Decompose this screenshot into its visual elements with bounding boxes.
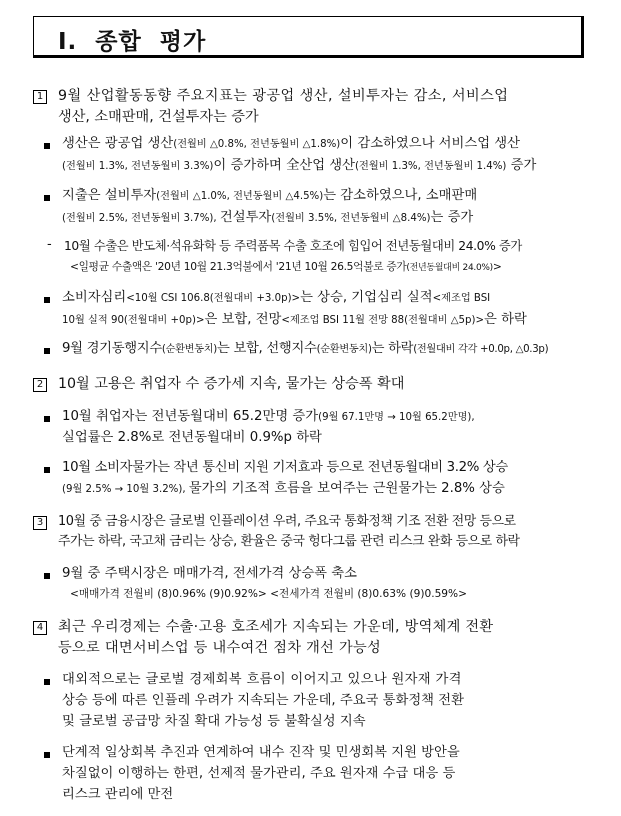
text-run: 는 하락	[371, 341, 414, 356]
section-3-heading-line-2: 주가는 하락, 국고채 금리는 상승, 환율은 중국 헝다그룹 관련 리스크 완화 등으로 하락	[58, 534, 520, 549]
bullet-square	[44, 348, 50, 354]
bullet-square	[44, 297, 50, 303]
text-run-small: (순환변동치)	[316, 344, 372, 355]
text-run-small: (전월비 △1.0%, 전년동월비 △4.5%)	[156, 191, 324, 202]
text-run-small: (전년동월대비 24.0%)	[406, 263, 493, 273]
text-run-small: (전월비 2.5%, 전년동월비 3.7%),	[62, 213, 220, 224]
section-1-bullet-1-line-1	[62, 135, 520, 154]
section-4-bullet-1-line-2: 상승 등에 따른 인플레 우려가 지속되는 가운데, 주요국 통화정책 전환	[62, 693, 464, 708]
bullet-square	[44, 752, 50, 758]
section-1-bullet-2-line-1	[62, 187, 477, 206]
text-run-small: (전월비 △0.8%, 전년동월비 △1.8%)	[173, 139, 341, 150]
section-2-bullet-2-line-1: 10월 소비자물가는 작년 통신비 지원 기저효과 등으로 전년동월대비 3.2% 상승	[62, 460, 508, 475]
section-number-2: 2	[33, 378, 47, 392]
text-run: 이 증가하며 全산업 생산	[213, 158, 355, 173]
section-2-bullet-1-line-1	[62, 408, 475, 427]
text-run: 이 감소하였으나 서비스업 생산	[340, 136, 520, 151]
section-2-bullet-1-line-2: 실업률은 2.8%로 전년동월대비 0.9%p 하락	[62, 430, 322, 445]
section-4-heading-line-2: 등으로 대면서비스업 등 내수여건 점차 개선 가능성	[58, 640, 381, 656]
text-run: 는 감소하였으나, 소매판매	[323, 188, 478, 203]
title-box	[33, 16, 584, 58]
section-number-1: 1	[33, 90, 47, 104]
section-number-3: 3	[33, 516, 47, 530]
text-run: 는 증가	[430, 210, 474, 225]
section-4-bullet-2-line-2: 차질없이 이행하는 한편, 선제적 물가관리, 주요 원자재 수급 대응 등	[62, 766, 456, 781]
bullet-square	[44, 143, 50, 149]
sub-note-line-2	[70, 258, 502, 277]
section-1-heading-line-2: 생산, 소매판매, 건설투자는 증가	[58, 109, 259, 125]
bullet-square	[44, 467, 50, 473]
text-run: <일평균 수출액은 '20년 10월 21.3억불에서 '21년 10월 26.5억불로 증가	[70, 260, 407, 273]
bullet-square	[44, 416, 50, 422]
section-1-bullet-3-line-1	[62, 289, 490, 308]
text-run-small: (전월대비 각각 +0.0p, △0.3p)	[413, 344, 549, 355]
text-run: 9월 경기동행지수	[62, 341, 162, 356]
text-run: 건설투자	[219, 210, 272, 225]
section-3-heading-line-1: 10월 중 금융시장은 글로벌 인플레이션 우려, 주요국 통화정책 기조 전환 전망 등으로	[58, 514, 516, 529]
text-run-small: 10월 실적 90(전월대비 +0p)>	[62, 315, 205, 326]
text-run-small: (전월비 3.5%, 전년동월비 △8.4%)	[271, 213, 431, 224]
text-run: 생산은 광공업 생산	[62, 136, 174, 151]
page-title: Ⅰ. 종합 평가	[58, 29, 207, 55]
section-1-bullet-2-line-2	[62, 209, 473, 228]
text-run: 지출은 설비투자	[62, 188, 157, 203]
text-run: 10월 취업자는 전년동월대비 65.2만명 증가	[62, 409, 319, 424]
section-2-heading: 10월 고용은 취업자 수 증가세 지속, 물가는 상승폭 확대	[58, 376, 405, 392]
text-run-small: (전월비 1.3%, 전년동월비 1.4%)	[355, 161, 507, 172]
section-1-bullet-3-line-2	[62, 311, 527, 330]
text-run: 는 상승, 기업심리 실적	[300, 290, 433, 305]
text-run-small: (9월 67.1만명 → 10월 65.2만명),	[318, 412, 475, 423]
text-run: 는 보합, 선행지수	[216, 341, 317, 356]
text-run: 증가	[506, 158, 537, 173]
text-run-small: (전월비 1.3%, 전년동월비 3.3%)	[62, 161, 214, 172]
sub-note-dash: -	[47, 237, 52, 252]
text-run-small: (순환변동치)	[161, 344, 217, 355]
text-run-small: (9월 2.5% → 10월 3.2%),	[62, 484, 189, 495]
bullet-square	[44, 679, 50, 685]
section-4-bullet-2-line-3: 리스크 관리에 만전	[62, 787, 174, 802]
text-run: >	[492, 260, 502, 273]
section-4-bullet-1-line-1: 대외적으로는 글로벌 경제회복 흐름이 이어지고 있으나 원자재 가격	[62, 672, 462, 687]
bullet-square	[44, 195, 50, 201]
section-number-4: 4	[33, 621, 47, 635]
section-1-bullet-1-line-2	[62, 157, 536, 176]
text-run: 소비자심리	[62, 290, 127, 305]
section-4-bullet-1-line-3: 및 글로벌 공급망 차질 확대 가능성 등 불확실성 지속	[62, 714, 366, 729]
sub-note-line-1: 10월 수출은 반도체·석유화학 등 주력품목 수출 호조에 힘입어 전년동월대비 24.0% 증가	[64, 239, 522, 253]
text-run-small: <제조업 BSI 11월 전망 88(전월대비 △5p)>	[281, 315, 485, 326]
text-run: 물가의 기조적 흐름을 보여주는 근원물가는 2.8% 상승	[188, 481, 505, 496]
text-run: 은 보합, 전망	[204, 312, 282, 327]
text-run: 은 하락	[484, 312, 527, 327]
text-run-small: <10월 CSI 106.8(전월대비 +3.0p)>	[126, 293, 301, 304]
section-1-heading-line-1: 9월 산업활동동향 주요지표는 광공업 생산, 설비투자는 감소, 서비스업	[58, 88, 509, 104]
section-1-bullet-4	[62, 340, 548, 359]
section-3-bullet-1-line-2: <매매가격 전월비 (8)0.96% (9)0.92%> <전세가격 전월비 (8)0.63% (9)0.59%>	[70, 588, 467, 600]
section-3-bullet-1-line-1: 9월 중 주택시장은 매매가격, 전세가격 상승폭 축소	[62, 566, 357, 581]
section-4-bullet-2-line-1: 단계적 일상회복 추진과 연계하여 내수 진작 및 민생회복 지원 방안을	[62, 745, 460, 760]
text-run-small: <제조업 BSI	[432, 293, 491, 304]
section-2-bullet-2-line-2	[62, 480, 505, 499]
bullet-square	[44, 573, 50, 579]
section-4-heading-line-1: 최근 우리경제는 수출·고용 호조세가 지속되는 가운데, 방역체계 전환	[58, 619, 494, 635]
